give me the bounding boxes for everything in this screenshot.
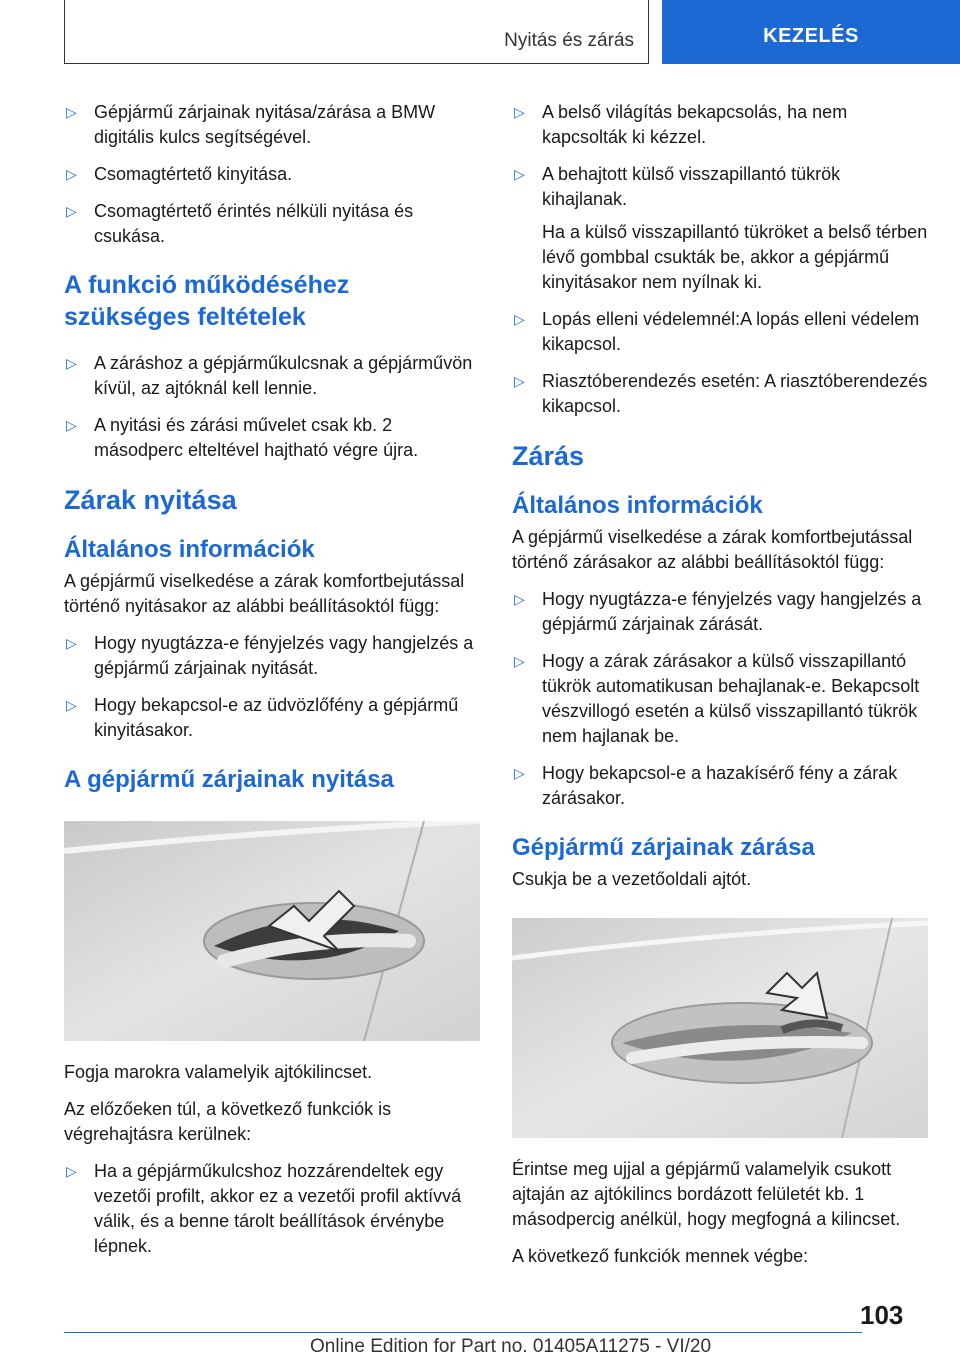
header-title: Nyitás és zárás: [504, 30, 634, 51]
paragraph: A következő funkciók mennek végbe:: [512, 1246, 809, 1266]
header-underline: [64, 63, 648, 64]
list-item: ▷ Hogy a zárak zárásakor a külső visszapillantó tükrök automatikusan behajlanak-e. Bekapcsolt vészvillogó esetén a külső visszapillantó tükrök nem hajlanak be.: [514, 651, 920, 746]
indented-note: Ha a külső visszapillantó tükröket a belső térben lévő gombbal csukták be, akkor a gépjármű kinyitásakor nem nyílnak ki.: [542, 222, 928, 292]
list-item: ▷ A nyitási és zárási művelet csak kb. 2 másodperc elteltével hajtható végre újra.: [66, 415, 419, 460]
triangle-bullet-icon: ▷: [514, 311, 525, 327]
door-handle-lock-figure: [512, 918, 928, 1138]
triangle-bullet-icon: ▷: [66, 697, 77, 713]
list-item: ▷ Riasztóberendezés esetén: A riasztóberendezés kikapcsol.: [514, 371, 928, 416]
heading-altalanos: Általános információk: [512, 492, 763, 519]
list-item: ▷ Gépjármű zárjainak nyitása/zárása a BMW digitális kulcs segítségével.: [66, 102, 436, 147]
triangle-bullet-icon: ▷: [66, 635, 77, 651]
paragraph: A gépjármű viselkedése a zárak komfortbejutással történő zárásakor az alábbi beállításoktól függ:: [512, 527, 913, 572]
list-item: ▷ Csomagtértető érintés nélküli nyitása és csukása.: [66, 201, 414, 246]
footer-rule: [64, 1332, 862, 1333]
triangle-bullet-icon: ▷: [514, 653, 525, 669]
triangle-bullet-icon: ▷: [514, 166, 525, 182]
header-divider-mid: [648, 0, 649, 64]
list-item: ▷ Csomagtértető kinyitása.: [64, 162, 480, 187]
triangle-bullet-icon: ▷: [66, 1163, 77, 1179]
triangle-bullet-icon: ▷: [66, 104, 77, 120]
list-item: ▷ Ha a gépjárműkulcshoz hozzárendeltek egy vezetői profilt, akkor ez a vezetői profil aktívvá válik, és a benne tárolt beállítások érvénybe lépnek.: [66, 1161, 462, 1256]
paragraph: Fogja marokra valamelyik ajtókilincset.: [64, 1062, 373, 1082]
paragraph: Érintse meg ujjal a gépjármű valamelyik csukott ajtaján az ajtókilincs bordázott felületét kb. 1 másodpercig anélkül, hogy megfogná a kilincset.: [512, 1159, 901, 1229]
triangle-bullet-icon: ▷: [514, 591, 525, 607]
list-item: ▷ A záráshoz a gépjárműkulcsnak a gépjárművön kívül, az ajtóknál kell lennie.: [66, 353, 473, 398]
left-column: [64, 100, 480, 1271]
right-column: [512, 100, 928, 1281]
triangle-bullet-icon: ▷: [514, 373, 525, 389]
list-item: ▷ Hogy bekapcsol-e az üdvözlőfény a gépjármű kinyitásakor.: [66, 695, 459, 740]
paragraph: Csukja be a vezetőoldali ajtót.: [512, 869, 752, 889]
triangle-bullet-icon: ▷: [66, 417, 77, 433]
heading-funkcio: A funkció működéséhez szükséges feltételek: [64, 271, 350, 331]
heading-nyitasa: A gépjármű zárjainak nyitása: [64, 766, 394, 793]
paragraph: Az előzőeken túl, a következő funkciók is végrehajtásra kerülnek:: [64, 1099, 392, 1144]
triangle-bullet-icon: ▷: [66, 166, 77, 182]
list-item: ▷ Hogy bekapcsol-e a hazakísérő fény a zárak zárásakor.: [514, 763, 898, 808]
header-divider-left: [64, 0, 65, 64]
heading-zarak-nyitasa: Zárak nyitása: [64, 485, 237, 515]
page-number: 103: [860, 1300, 904, 1330]
heading-zaras: Zárás: [512, 441, 585, 471]
triangle-bullet-icon: ▷: [514, 104, 525, 120]
heading-zarasa: Gépjármű zárjainak zárása: [512, 834, 815, 861]
list-item: ▷ Hogy nyugtázza-e fényjelzés vagy hangjelzés a gépjármű zárjainak nyitását.: [66, 633, 474, 678]
heading-altalanos: Általános információk: [64, 536, 315, 563]
triangle-bullet-icon: ▷: [514, 765, 525, 781]
list-item: ▷ Hogy nyugtázza-e fényjelzés vagy hangjelzés a gépjármű zárjainak zárását.: [514, 589, 922, 634]
paragraph: A gépjármű viselkedése a zárak komfortbejutással történő nyitásakor az alábbi beállításoktól függ:: [64, 571, 465, 616]
triangle-bullet-icon: ▷: [66, 203, 77, 219]
triangle-bullet-icon: ▷: [66, 355, 77, 371]
edition-note: Online Edition for Part no. 01405A11275 - VI/20: [310, 1336, 712, 1357]
list-item: ▷ Lopás elleni védelemnél:A lopás elleni védelem kikapcsol.: [514, 309, 920, 354]
door-handle-open-figure: [64, 821, 480, 1041]
section-tab: KEZELÉS: [662, 0, 960, 64]
list-item: ▷ A belső világítás bekapcsolás, ha nem kapcsolták ki kézzel.: [514, 102, 848, 147]
list-item: ▷ A behajtott külső visszapillantó tükrök kihajlanak.: [514, 164, 841, 209]
